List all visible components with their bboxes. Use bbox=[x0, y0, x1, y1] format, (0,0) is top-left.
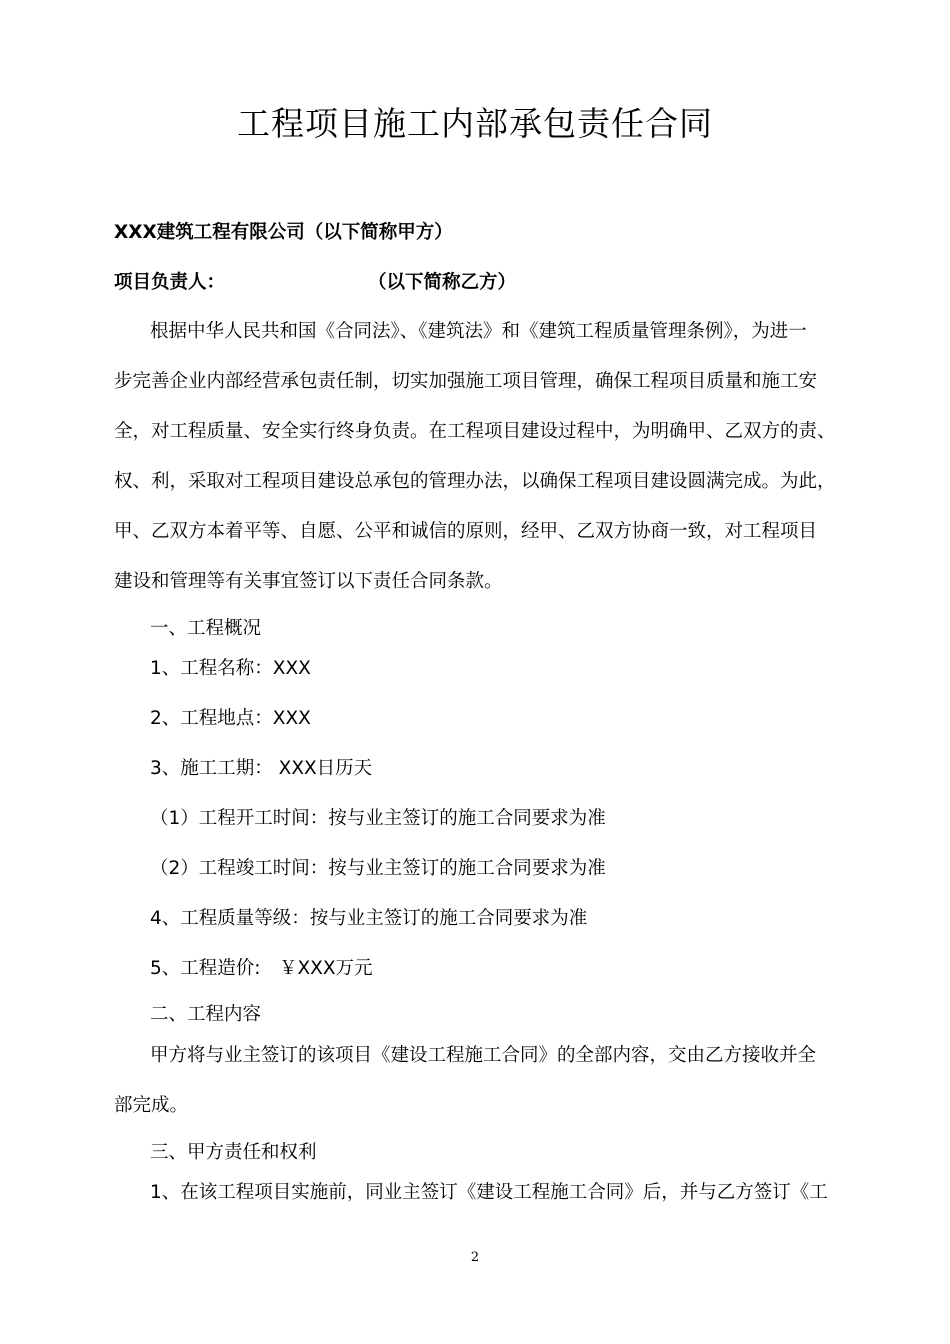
party-b-label: 项目负责人： bbox=[114, 272, 226, 293]
list-item: 3、施工工期： XXX日历天 bbox=[150, 758, 373, 779]
list-item: （2）工程竣工时间：按与业主签订的施工合同要求为准 bbox=[150, 858, 606, 879]
party-b-line bbox=[114, 269, 814, 297]
page-number: 2 bbox=[470, 1250, 480, 1265]
section-heading: 二、工程内容 bbox=[150, 1004, 262, 1025]
paragraph-line: 甲方将与业主签订的该项目《建设工程施工合同》的全部内容，交由乙方接收并全 bbox=[150, 1045, 817, 1066]
list-item: （1）工程开工时间：按与业主签订的施工合同要求为准 bbox=[150, 808, 606, 829]
intro-line: 全，对工程质量、安全实行终身负责。在工程项目建设过程中，为明确甲、乙双方的责、 bbox=[114, 421, 836, 442]
list-item: 4、工程质量等级：按与业主签订的施工合同要求为准 bbox=[150, 908, 588, 929]
list-item: 5、工程造价: ￥XXX万元 bbox=[150, 958, 373, 979]
paragraph-line: 1、在该工程项目实施前，同业主签订《建设工程施工合同》后，并与乙方签订《工 bbox=[150, 1182, 828, 1203]
list-item: 2、工程地点：XXX bbox=[150, 708, 311, 729]
intro-line: 建设和管理等有关事宜签订以下责任合同条款。 bbox=[114, 571, 503, 592]
intro-line: 甲、乙双方本着平等、自愿、公平和诚信的原则，经甲、乙双方协商一致，对工程项目 bbox=[114, 521, 818, 542]
section-heading: 一、工程概况 bbox=[150, 618, 262, 639]
intro-line: 根据中华人民共和国《合同法》、《建筑法》和《建筑工程质量管理条例》，为进一 bbox=[150, 321, 807, 342]
paragraph-line: 部完成。 bbox=[114, 1095, 189, 1116]
document-title: 工程项目施工内部承包责任合同 bbox=[237, 104, 713, 143]
intro-line: 步完善企业内部经营承包责任制，切实加强施工项目管理，确保工程项目质量和施工安 bbox=[114, 371, 818, 392]
party-b-suffix: （以下简称乙方） bbox=[368, 272, 517, 293]
list-item: 1、工程名称：XXX bbox=[150, 658, 311, 679]
intro-line: 权、利，采取对工程项目建设总承包的管理办法，以确保工程项目建设圆满完成。为此， bbox=[114, 471, 836, 492]
party-a-line: XXX建筑工程有限公司（以下简称甲方） bbox=[114, 222, 453, 243]
section-heading: 三、甲方责任和权利 bbox=[150, 1142, 317, 1163]
